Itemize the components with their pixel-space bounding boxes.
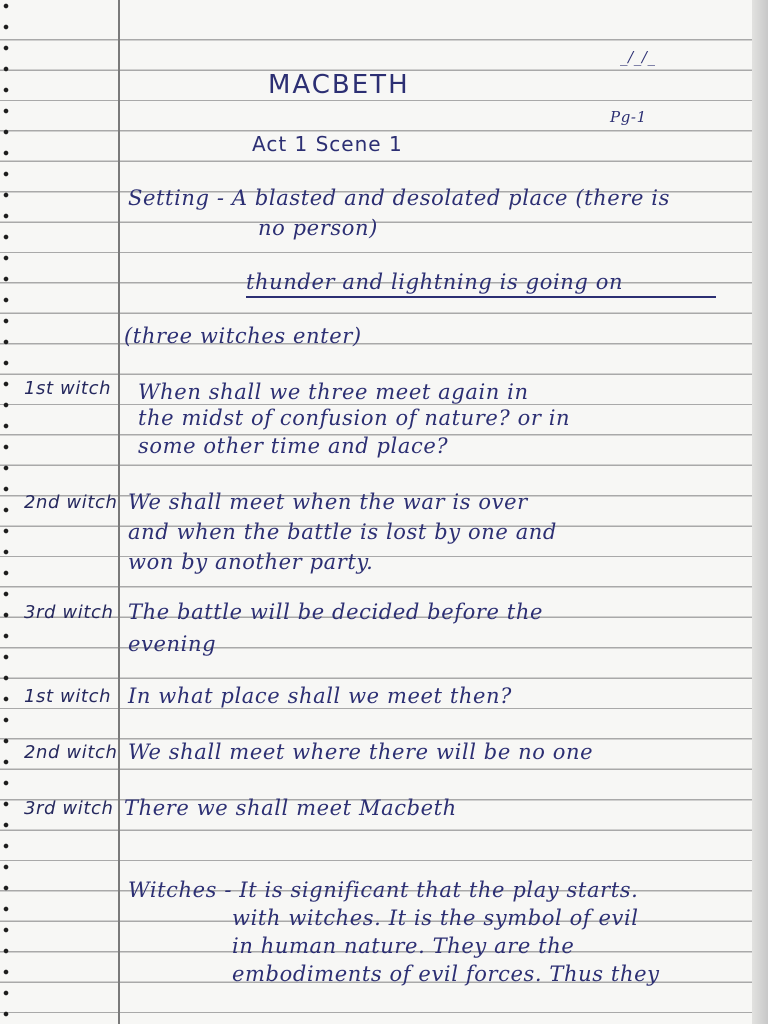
dialogue-line: and when the battle is lost by one and	[128, 520, 557, 544]
dialogue-line: the midst of confusion of nature? or in	[138, 406, 571, 430]
note-line-2: with witches. It is the symbol of evil	[232, 906, 639, 930]
speaker-label: 2nd witch	[24, 742, 118, 763]
dialogue-line: We shall meet when the war is over	[128, 490, 528, 514]
setting-line-3: thunder and lightning is going on	[246, 270, 624, 294]
dialogue-line: When shall we three meet again in	[138, 380, 529, 404]
date-mark: _/_/_	[620, 48, 656, 66]
speaker-label: 3rd witch	[24, 798, 114, 819]
speaker-label: 3rd witch	[24, 602, 114, 623]
scene-heading: Act 1 Scene 1	[252, 132, 403, 156]
stage-direction: (three witches enter)	[124, 324, 362, 348]
dialogue-line: won by another party.	[128, 550, 374, 574]
dialogue-line: We shall meet where there will be no one	[128, 740, 594, 764]
setting-line-1: Setting - A blasted and desolated place (there is	[128, 186, 670, 210]
dialogue-line: evening	[128, 632, 217, 656]
note-line-4: embodiments of evil forces. Thus they	[232, 962, 660, 986]
dialogue-line: The battle will be decided before the	[128, 600, 543, 624]
dialogue-line: In what place shall we meet then?	[128, 684, 513, 708]
dialogue-line: There we shall meet Macbeth	[124, 796, 457, 820]
speaker-label: 1st witch	[24, 686, 112, 707]
page-title: MACBETH	[268, 70, 410, 100]
setting-underline	[246, 296, 716, 298]
page-edge	[752, 0, 768, 1024]
dialogue-line: some other time and place?	[138, 434, 449, 458]
page-number: Pg-1	[610, 108, 647, 126]
setting-line-2: no person)	[258, 216, 378, 240]
margin-line	[118, 0, 120, 1024]
note-line-3: in human nature. They are the	[232, 934, 575, 958]
note-line-1: Witches - It is significant that the play starts.	[128, 878, 639, 902]
speaker-label: 2nd witch	[24, 492, 118, 513]
speaker-label: 1st witch	[24, 378, 112, 399]
spiral-binding-holes	[0, 0, 12, 1024]
